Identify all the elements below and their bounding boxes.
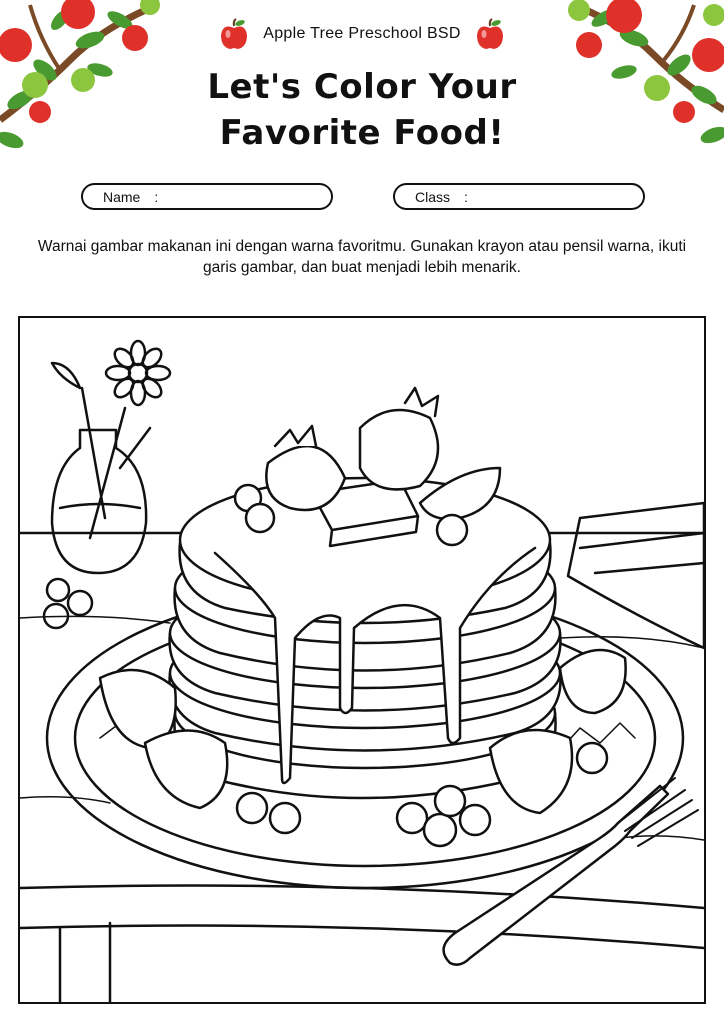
class-field[interactable] bbox=[393, 183, 645, 210]
class-label: Class bbox=[415, 188, 451, 205]
title-line-1: Let's Color Your bbox=[207, 67, 517, 107]
page-title bbox=[0, 64, 724, 156]
title-line-2: Favorite Food! bbox=[219, 113, 505, 153]
name-field[interactable] bbox=[81, 183, 333, 210]
name-label: Name bbox=[103, 188, 141, 205]
apple-icon bbox=[475, 18, 505, 50]
class-separator: : bbox=[464, 188, 468, 205]
name-separator: : bbox=[154, 188, 159, 205]
school-name: Apple Tree Preschool BSD bbox=[263, 25, 461, 42]
coloring-frame bbox=[18, 316, 706, 1004]
pancake-illustration bbox=[20, 318, 704, 1002]
blueberry-icon bbox=[44, 579, 92, 628]
apple-icon bbox=[219, 18, 249, 50]
school-header bbox=[0, 18, 724, 50]
instructions-text: Warnai gambar makanan ini dengan warna favoritmu. Gunakan krayon atau pensil warna, ikuti garis gambar, dan buat menjadi lebih menarik. bbox=[37, 238, 687, 276]
flower-icon bbox=[52, 341, 170, 573]
napkin-drawing bbox=[568, 503, 704, 648]
